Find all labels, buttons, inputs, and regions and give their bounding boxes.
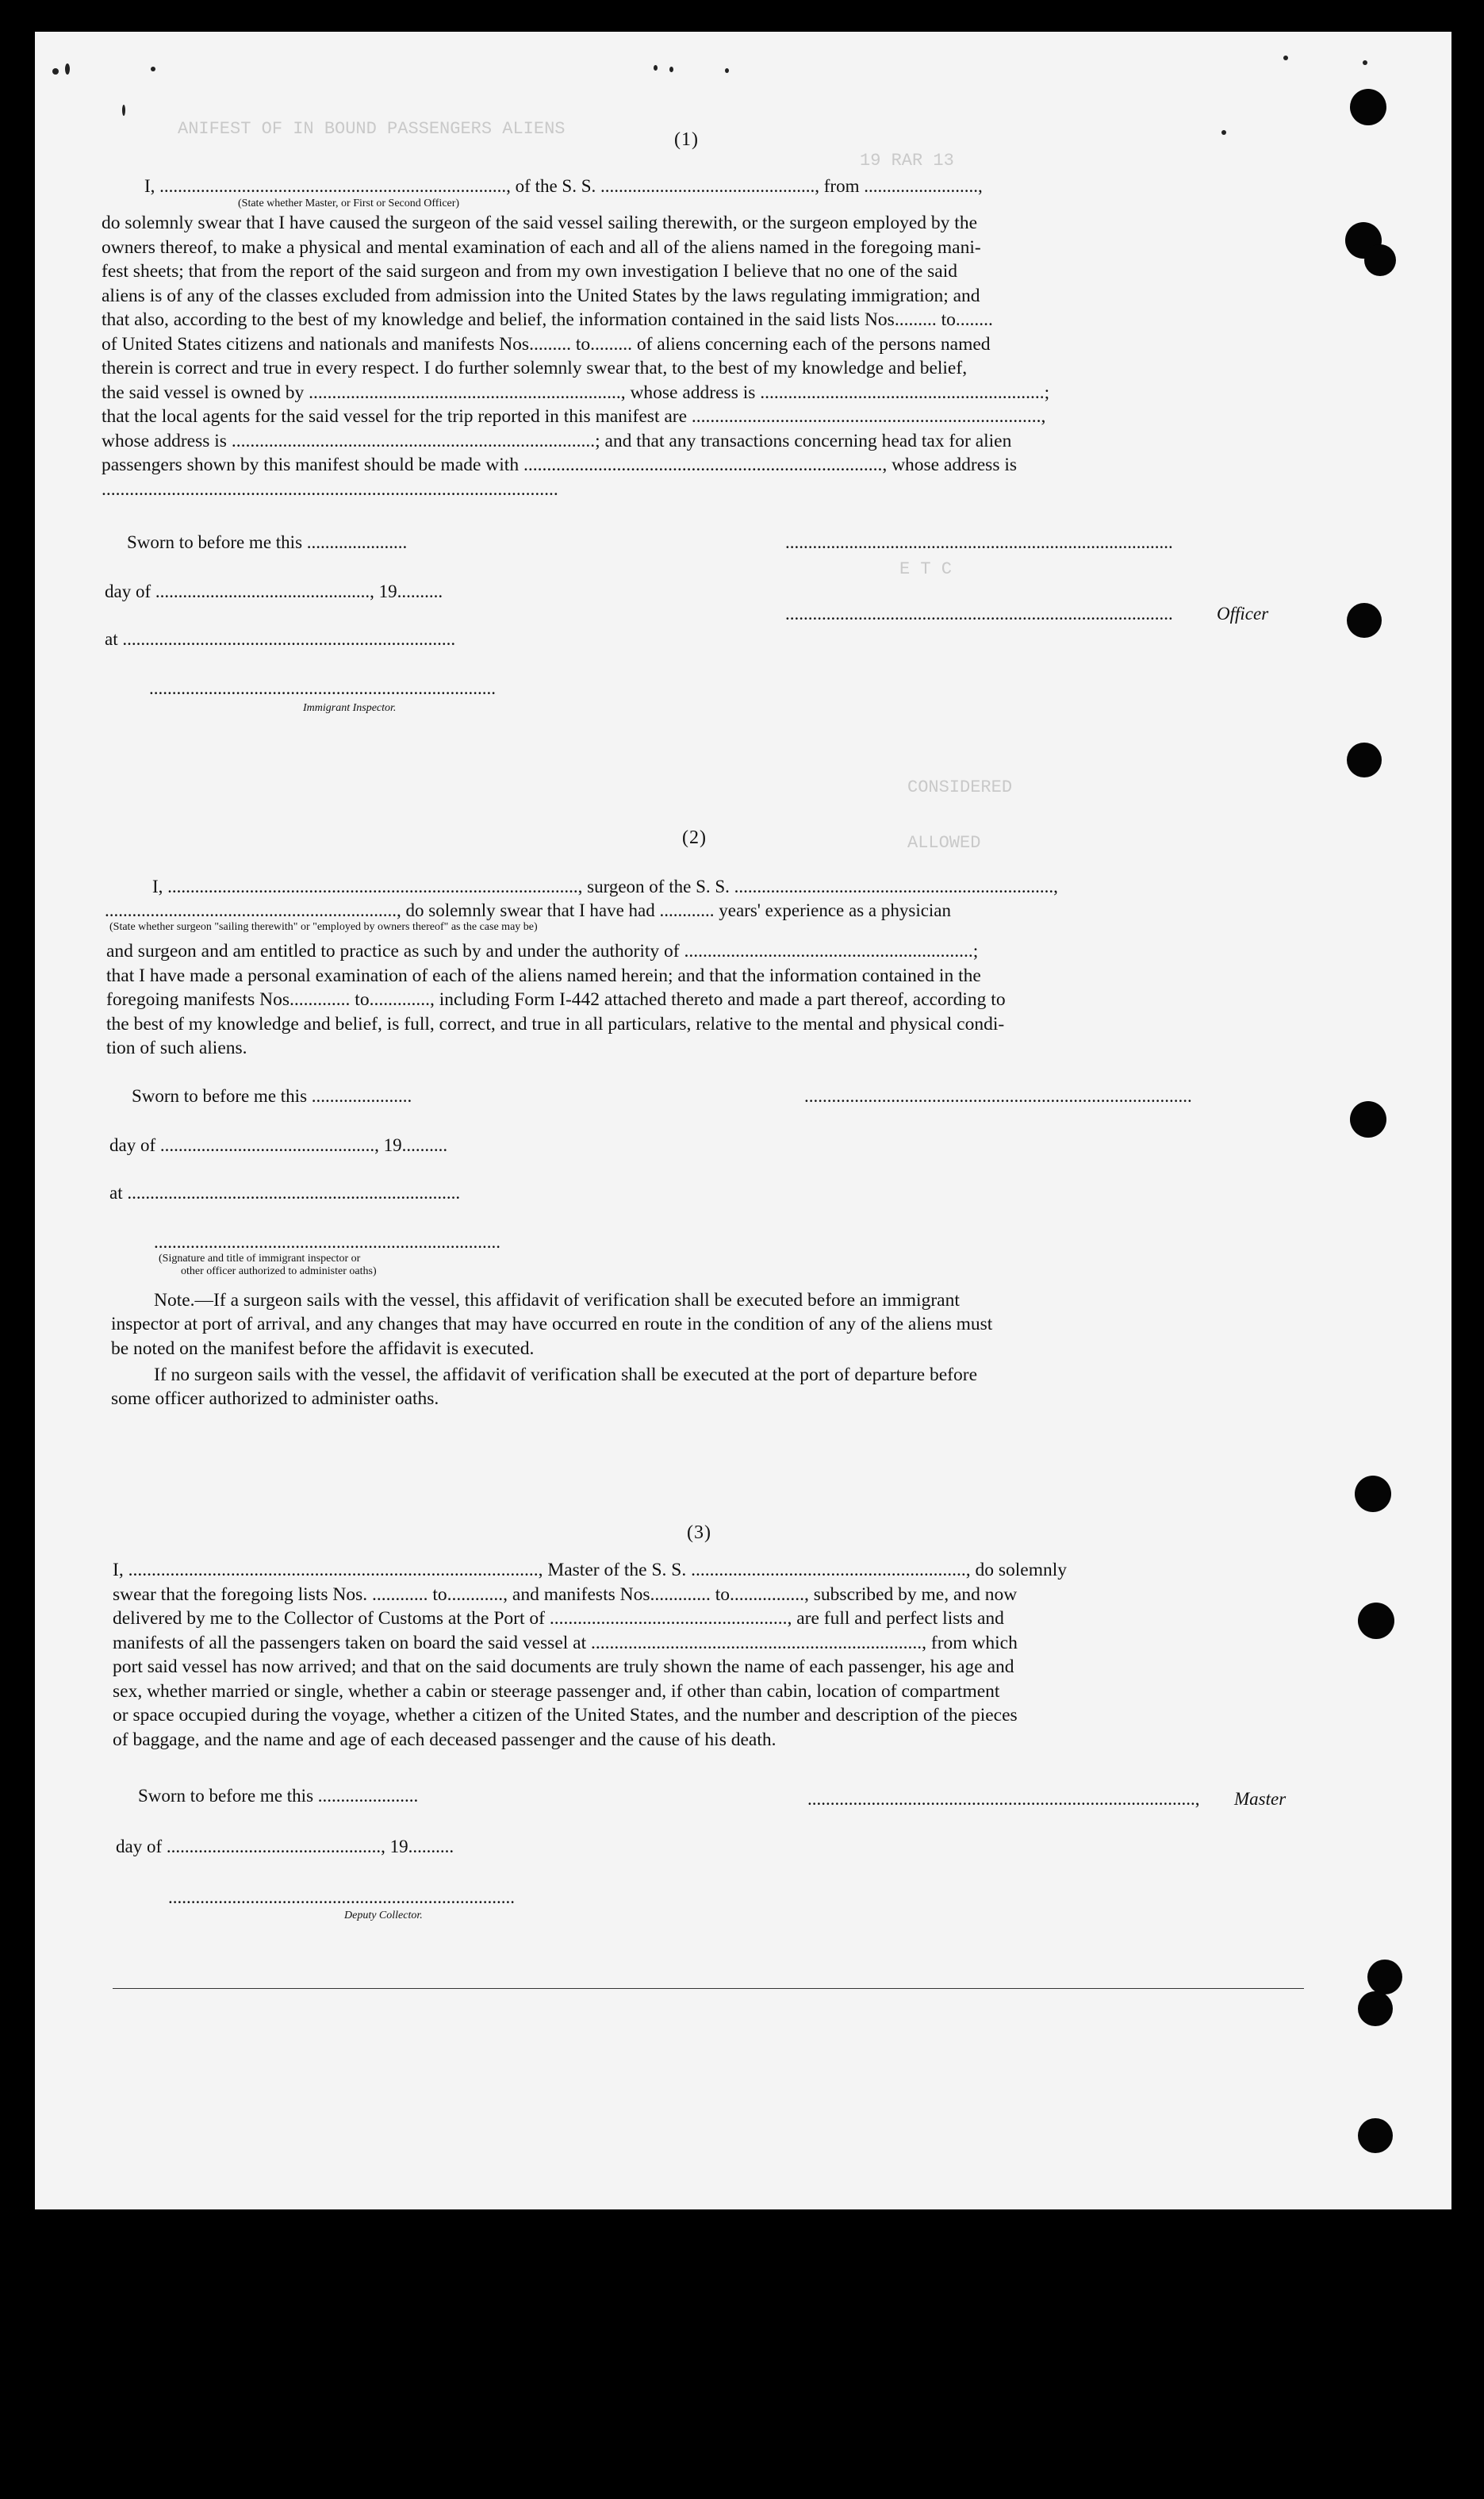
section-2-inspector-note-2: other officer authorized to administer oaths) [181, 1265, 377, 1277]
section-1-inspector-label: Immigrant Inspector. [303, 702, 397, 714]
section-2-note-2-cont: some officer authorized to administer oaths. [111, 1388, 439, 1409]
section-1-officer-label: Officer [1217, 604, 1269, 624]
binder-hole [1347, 743, 1382, 777]
section-1-officer-note: (State whether Master, or First or Second Officer) [238, 198, 460, 209]
section-3-collector-line: ............................................................................ [168, 1887, 515, 1907]
section-2-inspector-note-1: (Signature and title of immigrant inspector or [159, 1253, 361, 1265]
section-1-officer-line: ..................................................................................... [785, 604, 1173, 624]
section-1-first-line: I, ............................................................................, of the S. S. ..............................................., from ........................., [144, 176, 983, 196]
section-2-note-2: If no surgeon sails with the vessel, the affidavit of verification shall be executed at the port of departure before [154, 1365, 977, 1385]
section-1-officer-signature-line: ..................................................................................... [785, 532, 1173, 552]
section-3-sworn-line: Sworn to before me this ...................... [138, 1786, 419, 1806]
section-2-note: Note.—If a surgeon sails with the vessel, this affidavit of verification shall be executed before an immigrant [154, 1290, 960, 1311]
section-1-inspector-line: ............................................................................ [149, 678, 496, 698]
section-1-heading: (1) [674, 129, 699, 150]
section-2-first-line: I, .........................................................................................., surgeon of the S. S. ......................................................................, [152, 877, 1058, 896]
binder-hole [1347, 603, 1382, 638]
section-3-collector-label: Deputy Collector. [344, 1910, 423, 1921]
binder-hole [1367, 1960, 1402, 1994]
section-3-heading: (3) [687, 1522, 711, 1543]
section-1-day-line: day of ..............................................., 19.......... [105, 582, 443, 601]
section-2-surgeon-note: (State whether surgeon "sailing therewith" or "employed by owners thereof" as the case may be) [109, 921, 538, 933]
section-2-note-cont: inspector at port of arrival, and any changes that may have occurred en route in the condition of any of the aliens must be noted on the manifest before the affidavit is executed. [111, 1314, 993, 1359]
section-2-at-line: at ......................................................................... [109, 1183, 461, 1203]
section-3-master-label: Master [1234, 1789, 1287, 1809]
section-2-inspector-line: ............................................................................ [154, 1232, 500, 1252]
section-2-signature-line: ..................................................................................... [804, 1086, 1192, 1106]
section-2-second-line: ................................................................, do solemnly swear that I have had ............ years' experience as a physician [105, 900, 952, 920]
binder-hole [1358, 1991, 1393, 2026]
binder-hole [1358, 1603, 1394, 1639]
section-2-sworn-line: Sworn to before me this ...................... [132, 1086, 412, 1106]
section-1-at-line: at ......................................................................... [105, 629, 456, 649]
section-2-heading: (2) [682, 827, 707, 848]
binder-hole [1350, 89, 1386, 125]
binder-hole [1364, 244, 1396, 276]
section-2-day-line: day of ..............................................., 19.......... [109, 1135, 448, 1155]
section-1-oath-text: do solemnly swear that I have caused the surgeon of the said vessel sailing therewith, or the surgeon employed by the owners thereof, to make a physical and mental examination of each and all of the aliens named in the foregoing mani- fest sheets; that from the report of the said surgeon and from my own investigation I believe that no one of the said aliens is of any of the classes excluded from admission into the United States by the laws regulating immigration; and that also, according to the best of my knowledge and belief, the information contained in the said lists Nos......... to........ of United States citizens and nationals and manifests Nos......... to......... of aliens concerning each of the persons named therein is correct and true in every respect. I do further solemnly swear that, to the best of my knowledge and belief, the said vessel is owned by ..................................................................., whose address is .............................................................; that the local agents for the said vessel for the trip reported in this manifest are ..........................................................................., whose address is ..............................................................................; and that any transactions concerning head tax for alien passengers shown by this manifest should be made with ............................................................................., whose address is .................................................................................................. [102, 213, 1050, 500]
bottom-rule [113, 1988, 1304, 1989]
binder-hole [1350, 1101, 1386, 1138]
document-page: ANIFEST OF IN BOUND PASSENGERS ALIENS 19 RAR 13 E T C CONSIDERED ALLOWED (1) I, ............................................................................, of the S. S. ..............................................., from ........................., (State whether Master, or First or Second Officer) do solemnly swear that I have caused the surgeon of the said vessel sailing therewith, or the surgeon employed by the owners thereof, to make a physical and mental examination of each and all of the aliens named in the foregoing mani- fest sheets; that from the report of the said surgeon and from my own investigation I believe that no one of the said aliens is of any of the classes excluded from admission into the United States by the laws regulating immigration; and that also, according to the best of my knowledge and belief, the information contained in the said lists Nos......... to........ of United States citizens and nationals and manifests Nos......... to......... of aliens concerning each of the persons named therein is correct and true in every respect. I do further solemnly swear that, to the best of my knowledge and belief, the said vessel is owned by ..................................................................., whose address is .............................................................; that the local agents for the said vessel for the trip reported in this manifest are ..........................................................................., whose address is ..............................................................................; and that any transactions concerning head tax for alien passengers shown by this manifest should be made with ............................................................................., whose address is .................................................................................................. Sworn to before me this ...................... ..................................................................................... day of ..............................................., 19.......... ..................................................................................... Officer at ......................................................................... ............................................................................ Immigrant Inspector. (2) I, .........................................................................................., surgeon of the S. S. ......................................................................, ................................................................, do solemnly swear that I have had ............ years' experience as a physician (State whether surgeon "sailing therewith" or "employed by owners thereof" as the case may be) and surgeon and am entitled to practice as such by and under the authority of ..............................................................; that I have made a personal examination of each of the aliens named herein; and that the information contained in the foregoing manifests Nos............. to............., including Form I-442 attached thereto and made a part thereof, according to the best of my knowledge and belief, is full, correct, and true in all particulars, relative to the mental and physical condi- tion of such aliens. Sworn to before me this ...................... ..................................................................................... day of ..............................................., 19.......... at ......................................................................... ............................................................................ (Signature and title of immigrant inspector or other officer authorized to administer oaths) Note.—If a surgeon sails with the vessel, this affidavit of verification shall be executed before an immigrant inspector at port of arrival, and any changes that may have occurred en route in the condition of any of the aliens must be noted on the manifest before the affidavit is executed. If no surgeon sails with the vessel, the affidavit of verification shall be executed at the port of departure before some officer authorized to administer oaths. (3) I, ........................................................................................, Master of the S. S. ..........................................................., do solemnly swear that the foregoing lists Nos. ............ to............, and manifests Nos............. to................, subscribed by me, and now delivered by me to the Collector of Customs at the Port of ..................................................., are full and perfect lists and manifests of all the passengers taken on board the said vessel at ......................................................................., from which port said vessel has now arrived; and that on the said documents are truly shown the name of each passenger, his age and sex, whether married or single, whether a cabin or steerage passenger and, if other than cabin, location of compartment or space occupied during the voyage, whether a citizen of the United States, and the number and description of the pieces of baggage, and the name and age of each deceased passenger and the cause of his death. Sworn to before me this ...................... ....................................................................................., Master day of ..............................................., 19.......... ............................................................................ Deputy Collector. [35, 32, 1451, 2209]
section-3-master-line: ....................................................................................., [807, 1789, 1200, 1809]
section-3-day-line: day of ..............................................., 19.......... [116, 1837, 454, 1856]
binder-hole [1355, 1476, 1391, 1512]
section-3-oath-text: I, ........................................................................................, Master of the S. S. ..........................................................., do solemnly swear that the foregoing lists Nos. ............ to............, and manifests Nos............. to................, subscribed by me, and now delivered by me to the Collector of Customs at the Port of ..................................................., are full and perfect lists and manifests of all the passengers taken on board the said vessel at ......................................................................., from which port said vessel has now arrived; and that on the said documents are truly shown the name of each passenger, his age and sex, whether married or single, whether a cabin or steerage passenger and, if other than cabin, location of compartment or space occupied during the voyage, whether a citizen of the United States, and the number and description of the pieces of baggage, and the name and age of each deceased passenger and the cause of his death. [113, 1560, 1068, 1750]
binder-hole [1358, 2118, 1393, 2153]
section-2-oath-text: and surgeon and am entitled to practice as such by and under the authority of ..............................................................; that I have made a personal examination of each of the aliens named herein; and that the information contained in the foregoing manifests Nos............. to............., including Form I-442 attached thereto and made a part thereof, according to the best of my knowledge and belief, is full, correct, and true in all particulars, relative to the mental and physical condi- tion of such aliens. [106, 941, 1006, 1058]
section-1-sworn-line: Sworn to before me this ...................... [127, 532, 408, 552]
